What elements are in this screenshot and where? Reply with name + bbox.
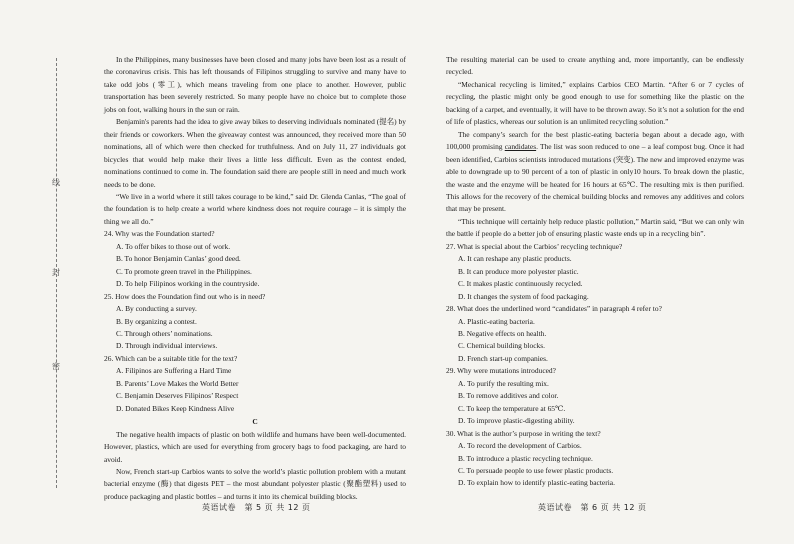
question-29: [446, 365, 744, 427]
paragraph: “This technique will certainly help reduce plastic pollution,” Martin said, “But we can only win the battle if people do a better job of ensuring plastic waste ends up in a recycling bin”.: [446, 216, 744, 239]
option: B. To remove additives and color.: [458, 391, 559, 401]
option: D. It changes the system of food packaging.: [458, 291, 589, 301]
section-label: C: [252, 417, 258, 427]
page-footer-right: 英语试卷 第 6 页 共 12 页: [538, 503, 647, 512]
option: C. Chemical building blocks.: [458, 341, 545, 351]
option: D. To improve plastic-digesting ability.: [458, 416, 575, 426]
option: D. To help Filipinos working in the countryside.: [116, 279, 260, 289]
option: A. It can reshape any plastic products.: [458, 254, 572, 264]
option: C. To promote green travel in the Philippines.: [116, 266, 252, 276]
option: B. To honor Benjamin Canlas’ good deed.: [116, 254, 241, 264]
question-24: [104, 228, 406, 290]
question-stem: 25. How does the Foundation find out who is in need?: [104, 291, 266, 301]
text-span: . The list was soon reduced to one – a leaf compost bug. Once it had been identified, Carbios scientists introduced mutations (突变). The new and improved enzyme was able to downgrade up to 90 percent of a ton of plastic in only10 hours. To break down the plastic, the waste and the enzyme will be heated for 16 hours at 65℃. The resulting mix is then purified. This allows for the recovery of the chemical building blocks and removes any additives and colors that may be present.: [446, 142, 744, 214]
question-stem: 29. Why were mutations introduced?: [446, 366, 556, 376]
option: C. Benjamin Deserves Filipinos’ Respect: [116, 391, 239, 401]
option: C. To keep the temperature at 65℃.: [458, 403, 566, 413]
option: A. Filipinos are Suffering a Hard Time: [116, 366, 232, 376]
option: C. It makes plastic continuously recycled.: [458, 279, 583, 289]
binding-mark-3: 密: [52, 362, 60, 371]
question-30: [446, 428, 744, 490]
option: C. To persuade people to use fewer plastic products.: [458, 465, 614, 475]
option: A. To offer bikes to those out of work.: [116, 241, 231, 251]
paragraph-with-underline: [446, 129, 744, 216]
option: A. To purify the resulting mix.: [458, 378, 549, 388]
question-stem: 30. What is the author’s purpose in writing the text?: [446, 428, 601, 438]
option: D. Donated Bikes Keep Kindness Alive: [116, 403, 235, 413]
option: A. Plastic-eating bacteria.: [458, 316, 535, 326]
option: D. To explain how to identify plastic-eating bacteria.: [458, 478, 615, 488]
option: D. French start-up companies.: [458, 353, 548, 363]
option: B. To introduce a plastic recycling technique.: [458, 453, 593, 463]
text-span: The company’s search for the best plastic-eating bacteria began about a decade ago, with 100,000 promising: [446, 129, 744, 152]
paragraph: In the Philippines, many businesses have been closed and many jobs have been lost as a result of the coronavirus crisis. This has left thousands of Filipinos struggling to survive and many have to take odd jobs (零工), which means traveling from one place to another. However, public transportation has been severely restricted. So many people have no choice but to complete those jobs on foot, walking hours in the sun or rain.: [104, 55, 406, 114]
paragraph: “Mechanical recycling is limited,” explains Carbios CEO Martin. “After 6 or 7 cycles of recycling, the plastic might only be good enough to use for something like the plastic on the backing of a carpet, and eventually, it will have to be thrown away. So it’s not a solution for the end of life of plastics, whereas our solution is an unlimited recycling solution.”: [446, 79, 744, 127]
underlined-word: candidates: [504, 142, 537, 152]
right-page: [446, 54, 744, 490]
option: B. It can produce more polyester plastic.: [458, 266, 579, 276]
question-stem: 24. Why was the Foundation started?: [104, 229, 215, 239]
option: B. Negative effects on health.: [458, 328, 547, 338]
paragraph: The resulting material can be used to create anything and, more importantly, can be endlessly recycled.: [446, 55, 744, 77]
binding-mark-2: 封: [52, 268, 60, 277]
question-stem: 27. What is special about the Carbios’ recycling technique?: [446, 241, 623, 251]
binding-mark-1: 线: [52, 178, 60, 187]
paragraph: “We live in a world where it still takes courage to be kind,” said Dr. Glenda Canlas, “The goal of the foundation is to help create a world where kindness does not require courage – it is simply the thing we all do.”: [104, 191, 406, 226]
option: B. By organizing a contest.: [116, 316, 197, 326]
paragraph: Benjamin's parents had the idea to give away bikes to deserving individuals nominated (提名) by their friends or coworkers. When the giveaway contest was announced, they received more than 50 nominations, all of which were then checked for truthfulness. And on July 11, 27 individuals got bicycles that would help make their lives a little less difficult. Even as the contest ended, nominations continued to come in. The foundation said there are people still in need and much work needs to be done.: [104, 117, 406, 189]
left-page: [104, 54, 406, 503]
question-25: [104, 291, 406, 353]
question-stem: 26. Which can be a suitable title for the text?: [104, 353, 238, 363]
paragraph: The negative health impacts of plastic on both wildlife and humans have been well-documented. However, plastics, which are used for everything from grocery bags to food packaging, are hard to avoid.: [104, 429, 406, 464]
paragraph: Now, French start-up Carbios wants to solve the world’s plastic pollution problem with a mutant bacterial enzyme (酶) that digests PET – the most abundant polyester plastic (聚酯塑料) used to produce packaging and plastic bottles – and turns it into its chemical building blocks.: [104, 466, 406, 501]
question-27: [446, 241, 744, 303]
page-footer-left: 英语试卷 第 5 页 共 12 页: [202, 503, 311, 512]
option: D. Through individual interviews.: [116, 341, 218, 351]
option: A. By conducting a survey.: [116, 304, 197, 314]
question-26: [104, 353, 406, 415]
question-28: [446, 303, 744, 365]
question-stem: 28. What does the underlined word “candidates” in paragraph 4 refer to?: [446, 304, 662, 314]
option: C. Through others’ nominations.: [116, 328, 213, 338]
option: A. To record the development of Carbios.: [458, 441, 582, 451]
option: B. Parents’ Love Makes the World Better: [116, 378, 239, 388]
